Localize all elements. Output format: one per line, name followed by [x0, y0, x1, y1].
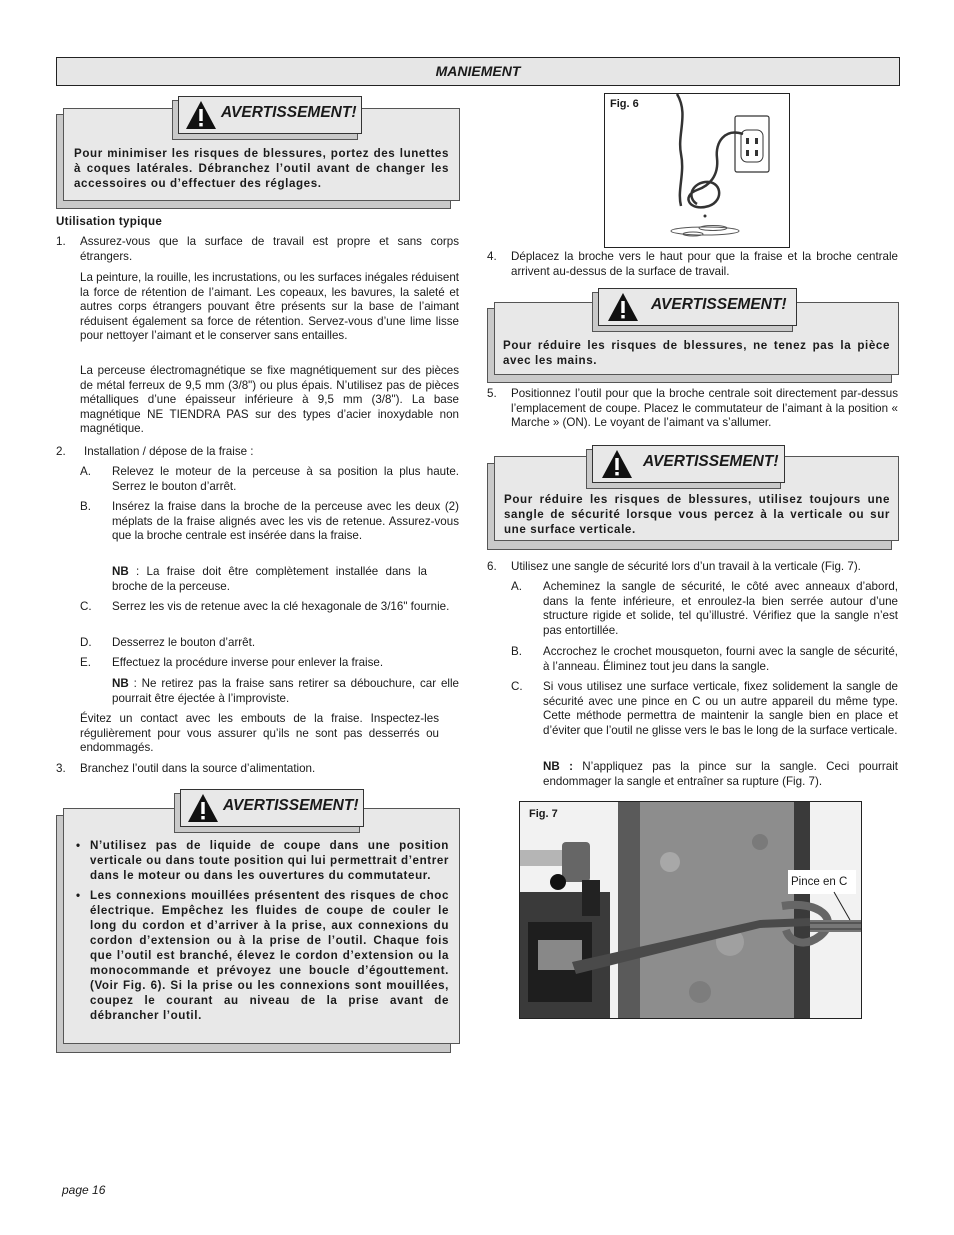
- safety-strap-photo: [520, 802, 861, 1018]
- substep-letter: C.: [80, 600, 92, 613]
- warning-triangle-icon: [187, 793, 219, 823]
- warning-triangle-icon: [601, 449, 633, 479]
- step-number: 4.: [487, 250, 497, 263]
- warning-label: AVERTISSEMENT!: [643, 453, 779, 470]
- step-number: 3.: [56, 762, 66, 775]
- substep-text: Relevez le moteur de la perceuse à sa position la plus haute. Serrez le bouton d’arrêt.: [112, 465, 459, 493]
- drip-loop-illustration: [605, 94, 789, 247]
- note: [543, 760, 898, 789]
- warning-triangle-icon: [185, 100, 217, 130]
- step-number: 5.: [487, 387, 497, 400]
- step-text: Positionnez l’outil pour que la broche centrale soit directement par-dessus l’emplacement de coupe. Placez le commutateur de l’aimant à la position « Marche » (ON). Le voyant de l’aimant va s’allumer.: [511, 387, 898, 430]
- substep-letter: C.: [511, 680, 523, 693]
- substep-letter: E.: [80, 656, 91, 669]
- warning-label: AVERTISSEMENT!: [221, 104, 357, 121]
- warning-text: Pour réduire les risques de blessures, utilisez toujours une sangle de sécurité lorsque vous percez à la verticale ou sur une surface verticale.: [504, 493, 890, 536]
- warning-text: [76, 838, 449, 1028]
- step-number: 6.: [487, 560, 497, 573]
- warning-label: AVERTISSEMENT!: [651, 296, 787, 313]
- warning-text: Pour minimiser les risques de blessures, portez des lunettes à coques latérales. Débranchez l’outil avant de changer les accessoires ou d’effectuer des réglages.: [74, 147, 449, 190]
- substep-text: Insérez la fraise dans la broche de la perceuse avec les deux (2) méplats de la fraise alignés avec les vis de retenue. Assurez-vous que la broche centrale est insérée dans la fraise.: [112, 500, 459, 543]
- substep-text: Effectuez la procédure inverse pour enlever la fraise.: [112, 656, 384, 669]
- substep-text: Accrochez le crochet mousqueton, fourni avec la sangle de sécurité, à l’anneau. Éliminez tout jeu dans la sangle.: [543, 645, 898, 673]
- substep-letter: A.: [511, 580, 522, 593]
- figure-7: [519, 801, 862, 1019]
- subheading: Utilisation typique: [56, 215, 163, 228]
- paragraph: La perceuse électromagnétique se fixe magnétiquement sur des pièces de métal ferreux de 9,5 mm (3/8") ou plus épais. N’utilisez pas de pièces métalliques d’une épaisseur inférieure à 9,5 mm (3/8"). La base magnétique NE TIENDRA PAS sur des types d’acier inoxydable non magnétique.: [80, 364, 459, 436]
- step-number: 1.: [56, 235, 66, 248]
- substep-text: Desserrez le bouton d’arrêt.: [112, 636, 256, 649]
- warning-triangle-icon: [607, 292, 639, 322]
- step-text: Déplacez la broche vers le haut pour que la fraise et la broche centrale arrivent au-dessus de la surface de travail.: [511, 250, 898, 278]
- note-label: NB: [112, 677, 129, 690]
- substep-text: Acheminez la sangle de sécurité, le côté avec anneaux d’abord, dans la fente inférieure, et enroulez-la bien serrée autour d’une structure rigide et solide, tel qu’illustré. Vérifiez que la sangle n’est pas entortillée.: [543, 580, 898, 637]
- substep-letter: B.: [511, 645, 522, 658]
- note: [112, 677, 459, 706]
- substep-text: Serrez les vis de retenue avec la clé hexagonale de 3/16" fournie.: [112, 600, 450, 613]
- warning-bullet: • N’utilisez pas de liquide de coupe dans une position verticale ou dans toute position qui lui permettrait d’entrer dans le moteur ou dans les ouvertures du commutateur.: [90, 838, 449, 883]
- note-label: NB :: [543, 760, 573, 773]
- step-number: 2.: [56, 445, 66, 458]
- paragraph: La peinture, la rouille, les incrustations, ou les surfaces inégales réduisent la force de rétention de l’aimant. Les copeaux, les bavures, la saleté et autres corps étrangers pouvant être présents sur la base de l’aimant réduisent également sa force de rétention. Servez-vous d’une lime lisse pour nettoyer l’aimant et le conserver sans entailles.: [80, 271, 459, 343]
- note: [112, 565, 427, 594]
- warning-text: Pour réduire les risques de blessures, ne tenez pas la pièce avec les mains.: [503, 339, 890, 367]
- step-text: Assurez-vous que la surface de travail est propre et sans corps étrangers.: [80, 235, 459, 263]
- figure-label: Fig. 7: [529, 808, 558, 820]
- note-text: N’appliquez pas la pince sur la sangle. Ceci pourrait endommager la sangle et entraîner sa rupture (Fig. 7).: [543, 760, 899, 788]
- substep-text: Si vous utilisez une surface verticale, fixez solidement la sangle de sécurité avec une pince en C ou un autre appareil du même type. Cette méthode permettra de maintenir la sangle bien en place et d’éviter que l’outil ne glisse vers le bas le long de la surface verticale.: [543, 680, 898, 737]
- section-header: MANIEMENT: [56, 57, 900, 86]
- note-text: : Ne retirez pas la fraise sans retirer sa débouchure, car elle pourrait être éjectée à l’improviste.: [112, 677, 459, 705]
- substep-letter: B.: [80, 500, 91, 513]
- figure-label: Fig. 6: [610, 98, 639, 110]
- warning-label: AVERTISSEMENT!: [223, 797, 359, 814]
- step-text: Branchez l’outil dans la source d’alimentation.: [80, 762, 316, 775]
- substep-letter: A.: [80, 465, 91, 478]
- page-number: page 16: [62, 1183, 106, 1197]
- step-text: Installation / dépose de la fraise :: [84, 445, 254, 458]
- callout-c-clamp: Pince en C: [791, 876, 848, 888]
- note-text: : La fraise doit être complètement installée dans la broche de la perceuse.: [112, 565, 427, 593]
- substep-letter: D.: [80, 636, 92, 649]
- paragraph: Évitez un contact avec les embouts de la fraise. Inspectez-les régulièrement pour vous assurer qu’ils ne sont pas desserrés ou endommagés.: [80, 712, 439, 755]
- note-label: NB: [112, 565, 129, 578]
- warning-bullet: • Les connexions mouillées présentent des risques de choc électrique. Empêchez les fluides de coupe de couler le long du cordon et d’arriver à la prise, aux connexions du cordon d’extension ou à la prise de l’outil. Chaque fois que l’outil est branché, élevez le cordon d’extension ou la monocommande et prévoyez une boucle d’égouttement. (Voir Fig. 6). Si la prise ou les connexions sont mouillées, coupez le courant au niveau de la prise avant de débrancher l’outil.: [90, 888, 449, 1023]
- step-text: Utilisez une sangle de sécurité lors d’un travail à la verticale (Fig. 7).: [511, 560, 861, 573]
- figure-6: [604, 93, 790, 248]
